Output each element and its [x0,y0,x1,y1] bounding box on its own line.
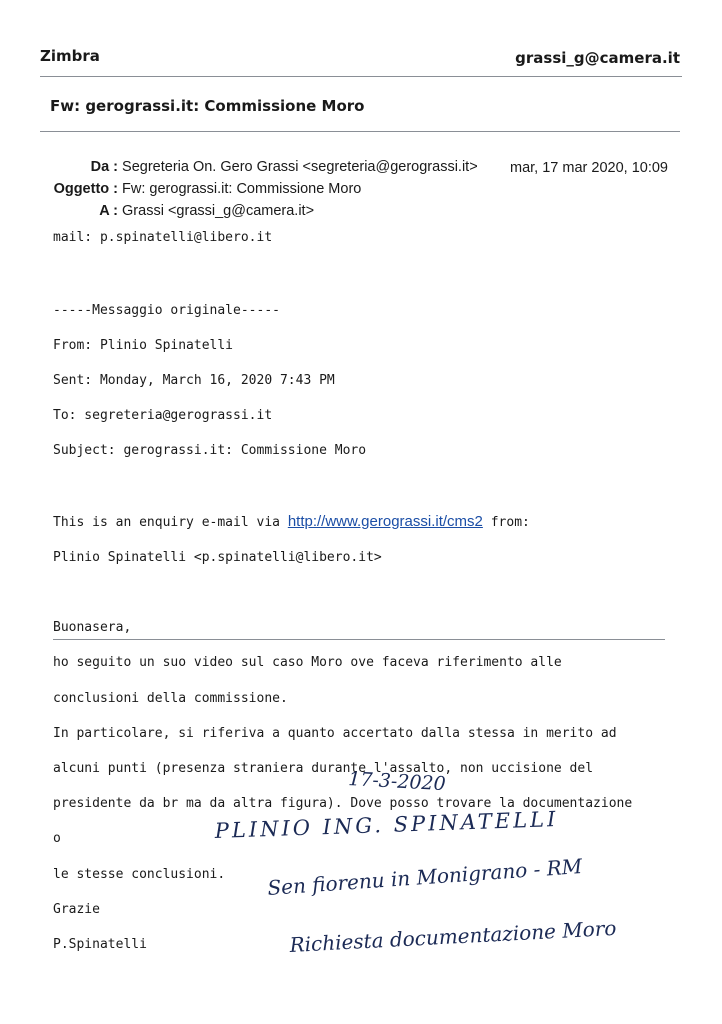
handwritten-name: PLINIO ING. SPINATELLI [214,807,559,843]
handwritten-note [0,740,722,980]
app-name: Zimbra [40,47,100,65]
enquiry-line: This is an enquiry e-mail via http://www.gerograssi.it/cms2 from: [53,512,530,530]
original-sent: Sent: Monday, March 16, 2020 7:43 PM [53,372,335,388]
to-value: Grassi <grassi_g@camera.it> [122,203,315,219]
user-email: grassi_g@camera.it [515,49,680,67]
handwritten-line: Sen fiorenu in Monigrano - RM [266,854,583,900]
original-to: To: segreteria@gerograssi.it [53,408,273,424]
from-value: Segreteria On. Gero Grassi <segreteria@gerograssi.it> [122,159,478,175]
enquiry-link[interactable]: http://www.gerograssi.it/cms2 [287,512,483,530]
message-line: P.Spinatelli [53,936,147,952]
message-line: le stesse conclusioni. [53,866,226,882]
handwritten-line: Richiesta documentazione Moro [289,915,617,957]
original-subject: Subject: gerograssi.it: Commissione Moro [53,443,367,459]
title-divider [40,131,680,132]
subject-value: Fw: gerograssi.it: Commissione Moro [122,181,362,197]
message-line: Grazie [53,901,100,917]
mail-line: mail: p.spinatelli@libero.it [53,230,273,245]
to-label: A : [99,203,118,219]
original-from: From: Plinio Spinatelli [53,337,234,353]
message-line: In particolare, si riferiva a quanto accertato dalla stessa in merito ad [53,725,617,741]
to-row [0,203,470,219]
message-line: ho seguito un suo video sul caso Moro ove faceva riferimento alle [53,655,562,671]
top-divider [40,76,682,77]
bottom-divider [53,639,665,640]
message-title: Fw: gerograssi.it: Commissione Moro [50,97,365,115]
handwritten-date: 17-3-2020 [347,768,447,796]
message-line: o [53,831,61,847]
original-message-header: -----Messaggio originale----- [53,302,280,318]
message-line: presidente da br ma da altra figura). Dove posso trovare la documentazione [53,796,633,812]
subject-row [0,181,470,197]
from-row [0,159,478,175]
subject-label: Oggetto : [53,181,118,197]
from-label: Da : [90,159,118,175]
message-line: Buonasera, [53,620,132,636]
message-line: alcuni punti (presenza straniera durante l'assalto, non uccisione del [53,761,594,777]
sender-line: Plinio Spinatelli <p.spinatelli@libero.it> [53,549,382,565]
message-date: mar, 17 mar 2020, 10:09 [510,160,668,176]
message-line: conclusioni della commissione. [53,690,288,706]
